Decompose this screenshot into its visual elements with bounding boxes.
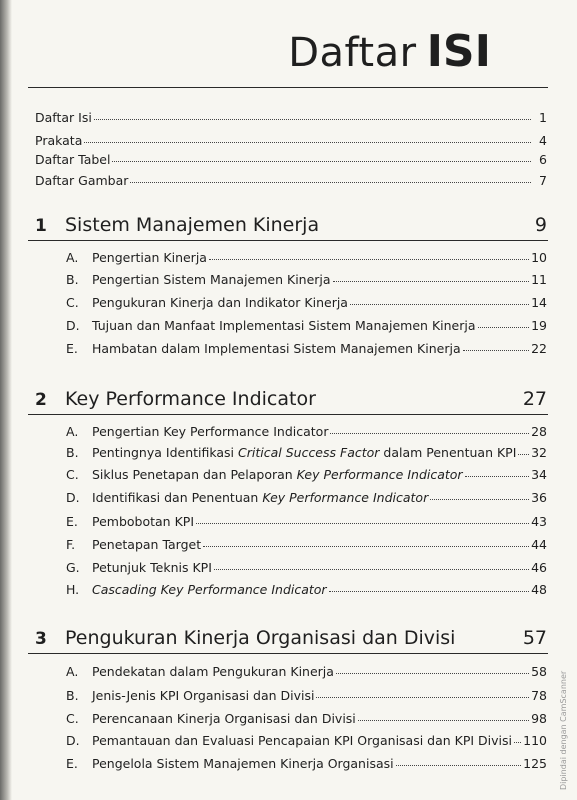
toc-row-2e: E. Pembobotan KPI 43 (66, 514, 547, 529)
toc-row-1e: E. Hambatan dalam Implementasi Sistem Manajemen Kinerja 22 (66, 341, 547, 356)
page-binding-edge (0, 0, 12, 800)
toc-row-1a: A. Pengertian Kinerja 10 (66, 250, 547, 265)
toc-row-2g: G. Petunjuk Teknis KPI 46 (66, 560, 547, 575)
chapter-3-rule (28, 653, 548, 654)
toc-row-1b: B. Pengertian Sistem Manajemen Kinerja 11 (66, 272, 547, 287)
chapter-3-heading (35, 627, 547, 649)
toc-row-2a: A. Pengertian Key Performance Indicator 28 (66, 424, 547, 439)
toc-row-3c: C. Perencanaan Kinerja Organisasi dan Divisi 98 (66, 711, 547, 726)
toc-row-2f: F. Penetapan Target 44 (66, 537, 547, 552)
chapter-1-heading (35, 214, 547, 236)
chapter-title: Pengukuran Kinerja Organisasi dan Divisi (65, 627, 456, 649)
scanner-watermark: Dipindai dengan CamScanner (559, 670, 568, 790)
title-rule (28, 87, 548, 88)
toc-row-3e: E. Pengelola Sistem Manajemen Kinerja Organisasi 125 (66, 756, 547, 771)
chapter-page: 9 (534, 214, 547, 236)
toc-row-front-4: Daftar Gambar 7 (35, 173, 547, 188)
toc-row-front-2: Prakata 4 (35, 133, 547, 148)
toc-row-3d: D. Pemantauan dan Evaluasi Pencapaian KPI Organisasi dan KPI Divisi 110 (66, 733, 547, 748)
toc-row-3a: A. Pendekatan dalam Pengukuran Kinerja 58 (66, 664, 547, 679)
chapter-1-rule (28, 240, 548, 241)
toc-row-2b: B. Pentingnya Identifikasi Critical Success Factor dalam Penentuan KPI 32 (66, 445, 547, 460)
chapter-title: Sistem Manajemen Kinerja (65, 214, 320, 236)
toc-row-2d: D. Identifikasi dan Penentuan Key Performance Indicator 36 (66, 490, 547, 505)
chapter-title: Key Performance Indicator (65, 388, 316, 410)
chapter-page: 57 (522, 627, 547, 649)
toc-row-2h: H. Cascading Key Performance Indicator 48 (66, 582, 547, 597)
chapter-number: 2 (35, 390, 47, 410)
toc-row-front-1: Daftar Isi 1 (35, 110, 547, 125)
title-bold: ISI (426, 26, 491, 77)
title-light: Daftar (288, 30, 417, 76)
page-title (288, 26, 491, 77)
toc-row-3b: B. Jenis-Jenis KPI Organisasi dan Divisi 78 (66, 688, 547, 703)
toc-row-2c: C. Siklus Penetapan dan Pelaporan Key Performance Indicator 34 (66, 467, 547, 482)
chapter-number: 3 (35, 629, 47, 649)
toc-row-front-3: Daftar Tabel 6 (35, 152, 547, 167)
toc-row-1d: D. Tujuan dan Manfaat Implementasi Sistem Manajemen Kinerja 19 (66, 318, 547, 333)
chapter-2-rule (28, 414, 548, 415)
toc-row-1c: C. Pengukuran Kinerja dan Indikator Kinerja 14 (66, 295, 547, 310)
chapter-2-heading (35, 388, 547, 410)
chapter-page: 27 (522, 388, 547, 410)
chapter-number: 1 (35, 216, 47, 236)
